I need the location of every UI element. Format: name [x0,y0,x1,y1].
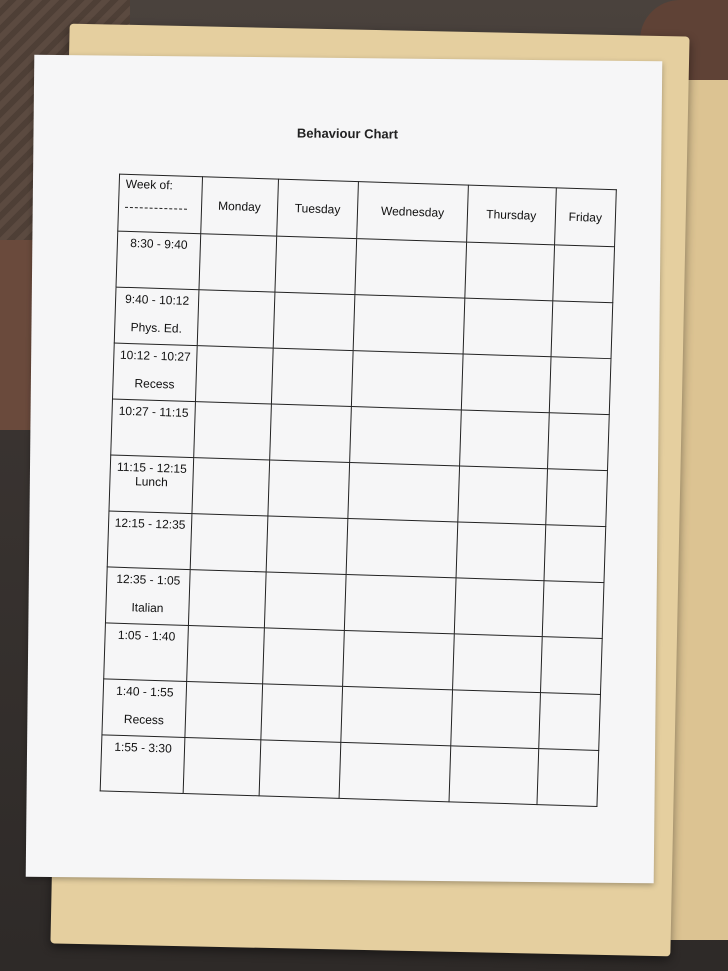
table-cell [339,742,450,801]
table-cell [451,690,541,749]
time-slot [109,455,194,514]
time-slot [104,623,189,682]
table-cell [259,740,341,799]
table-cell [353,295,464,354]
table-cell [350,407,461,466]
week-of-blank-line [125,205,187,210]
table-cell [355,239,466,298]
table-cell [537,749,599,807]
table-cell [271,348,353,407]
time-slot [114,287,199,346]
table-cell [458,466,548,525]
table-cell [262,628,344,687]
table-cell [348,463,459,522]
table-cell [345,574,456,633]
table-cell [449,746,539,805]
table-cell [546,469,608,527]
table-cell [275,236,357,295]
table-cell [343,630,454,689]
table-cell [194,402,271,460]
table-cell [452,634,542,693]
day-header-wednesday: Wednesday [357,182,468,242]
day-header-tuesday: Tuesday [276,179,358,239]
table-cell [463,298,553,357]
period-label: Phys. Ed. [130,320,183,336]
time-label: 12:35 - 1:05 [116,571,181,588]
period-label: Recess [134,376,175,392]
table-cell [538,693,600,751]
time-label: 1:05 - 1:40 [117,627,176,644]
time-slot [100,735,185,794]
behaviour-chart-table [100,174,617,807]
time-label: 9:40 - 10:12 [124,291,190,308]
table-cell [549,357,611,415]
week-of-label: Week of: [125,176,174,193]
table-cell [346,518,457,577]
time-label: 10:27 - 11:15 [118,403,189,420]
table-cell [188,570,265,628]
table-cell [547,413,609,471]
period-label: Italian [131,600,164,616]
time-label: 8:30 - 9:40 [129,236,188,252]
table-cell [266,516,348,575]
table-cell [269,404,351,463]
table-cell [341,686,452,745]
week-of-header [118,174,203,234]
table-cell [268,460,350,519]
period-label: Lunch [134,474,168,490]
chart-title: Behaviour Chart [296,125,399,142]
time-label: 12:15 - 12:35 [114,515,186,532]
period-label: Recess [123,712,165,728]
table-cell [461,354,551,413]
time-slot [112,343,197,402]
table-cell [190,514,267,572]
table-cell [465,242,555,301]
table-cell [273,292,355,351]
time-slot [111,399,196,458]
table-cell [553,245,615,303]
time-slot [102,679,187,738]
table-cell [197,290,274,348]
table-cell [544,525,606,583]
table-cell [199,234,276,292]
time-slot [116,231,201,290]
table-cell [352,351,463,410]
table-cell [187,626,264,684]
table-cell [540,637,602,695]
table-cell [542,581,604,639]
table-cell [551,301,613,359]
table-cell [195,346,272,404]
table-cell [456,522,546,581]
time-slot [105,567,190,626]
day-header-monday: Monday [201,177,278,236]
time-slot [107,511,192,570]
time-label: 1:40 - 1:55 [115,683,174,700]
table-cell [192,458,269,516]
time-label: 1:55 - 3:30 [114,739,172,756]
day-header-thursday: Thursday [466,185,556,245]
time-label: 10:12 - 10:27 [119,347,191,364]
time-label: 11:15 - 12:15 [116,459,187,476]
table-cell [261,684,343,743]
behaviour-chart-sheet [26,55,663,884]
table-cell [454,578,544,637]
table-cell [185,682,262,740]
day-header-friday: Friday [554,188,616,247]
table-cell [459,410,549,469]
table-cell [264,572,346,631]
table-cell [183,737,260,795]
